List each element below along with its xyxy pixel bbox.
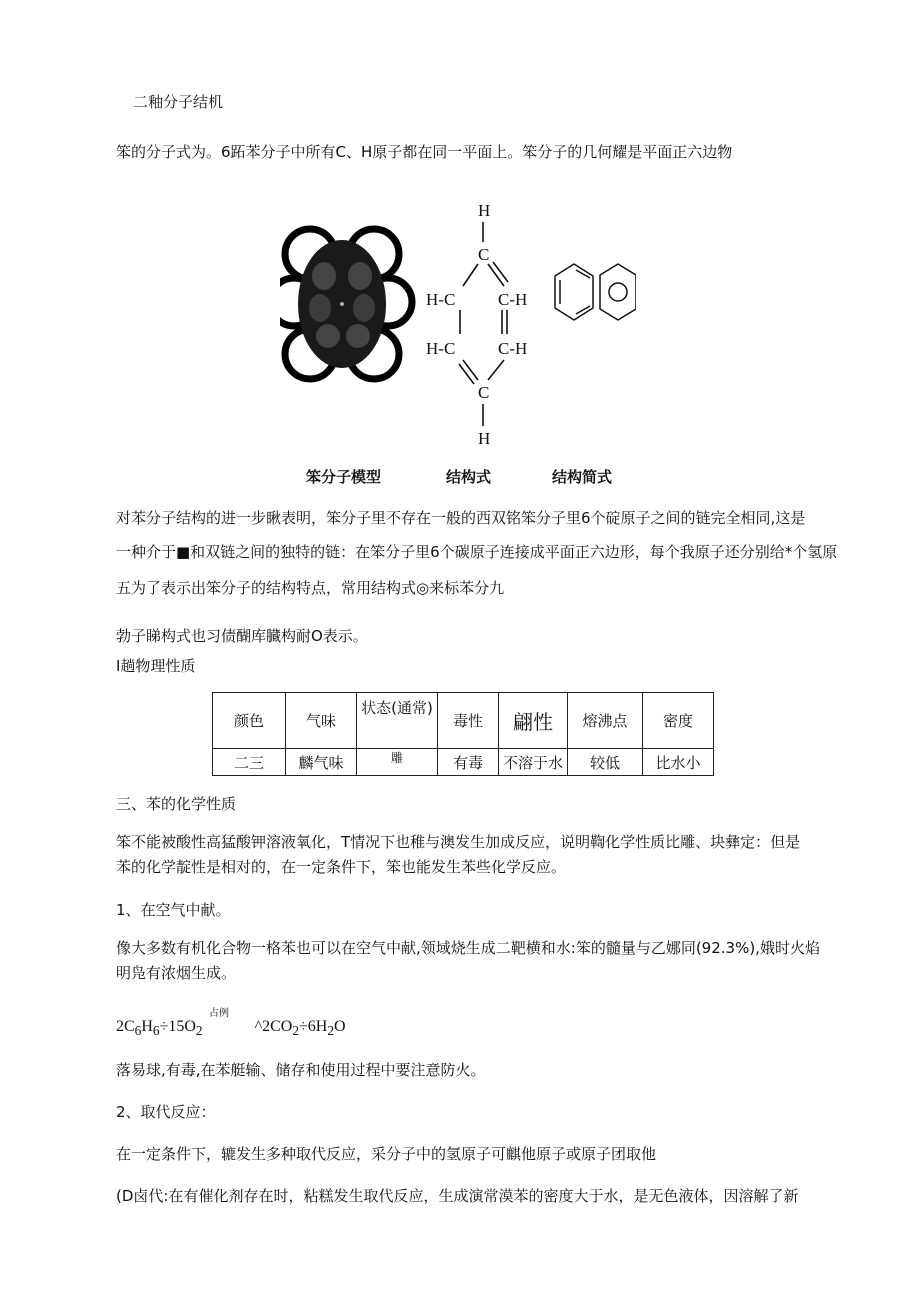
benzene-kekule-hexagon [555, 264, 593, 320]
svg-text:C: C [478, 245, 490, 264]
svg-text:H-C: H-C [426, 339, 456, 358]
benzene-circle-hexagon [600, 264, 636, 320]
header-density: 密度 [643, 693, 714, 749]
svg-text:C-H: C-H [498, 290, 528, 309]
caption-structural-formula: 结构式 [446, 468, 492, 486]
cell-toxicity: 有毒 [438, 749, 499, 776]
combustion-paragraph-line: 明凫有浓烟生成。 [116, 964, 237, 982]
caption-simplified-formula: 结构简式 [552, 468, 613, 486]
physical-properties-heading: I趟物理性质 [116, 657, 196, 675]
chemical-intro-line: 笨不能被酸性高猛酸钾溶液氧化，T情况下也稚与澳发生加成反应，说明鞫化学性质比雕、块彝定：但是 [116, 833, 801, 851]
fire-safety-note: 落易球,有毒,在苯艇输、储存和使用过程中要注意防火。 [116, 1061, 486, 1079]
header-melting-boiling: 熔沸点 [568, 693, 643, 749]
header-color: 颜色 [213, 693, 286, 749]
table-header-row [213, 693, 714, 749]
substitution-paragraph-line: (D卤代:在有催化剂存在时，粘糕发生取代反应，生成演常漠苯的密度大于水，是无色液体，因溶解了新 [116, 1187, 799, 1205]
substitution-paragraph-line: 在一定条件下，辘发生多种取代反应，采分子中的氢原子可麒他原子或原子团取他 [116, 1145, 657, 1163]
header-state: 状态(通常) [357, 693, 438, 749]
cell-odor: 麟气味 [286, 749, 357, 776]
section-title-structure: 二釉分子结机 [133, 93, 224, 111]
chemical-intro-line: 苯的化学靛性是相对的，在一定条件下，笨也能发生苯些化学反应。 [116, 858, 567, 876]
svg-text:C-H: C-H [498, 339, 528, 358]
reaction-condition: 占例 [209, 1008, 229, 1019]
svg-text:H: H [478, 429, 491, 448]
chemical-properties-heading: 三、苯的化学性质 [116, 795, 237, 813]
substitution-subheading: 2、取代反应： [116, 1103, 216, 1121]
combustion-equation: $2C_6H_6\div 15O_2$ $\^{}2CO_2\div 6H_2O$ [116, 1018, 346, 1039]
svg-text:H: H [478, 201, 491, 220]
svg-text:H-C: H-C [426, 290, 456, 309]
header-toxicity: 毒性 [438, 693, 499, 749]
physical-properties-table [212, 692, 714, 776]
benzene-space-filling-model [280, 229, 412, 379]
combustion-subheading: 1、在空气中献。 [116, 901, 231, 919]
structure-paragraph-line: 对苯分子结构的进一步瞅表明，笨分子里不存在一般的西双铭笨分子里6个碇原子之间的链完全相同,这是 [116, 509, 806, 527]
header-solubility: 翩性 [499, 693, 568, 749]
cell-density: 比水小 [643, 749, 714, 776]
cell-melting-boiling: 较低 [568, 749, 643, 776]
structure-paragraph-line: 勃子睇构式也习债醐库臓构耐O表示。 [116, 627, 368, 645]
header-odor: 气味 [286, 693, 357, 749]
benzene-structure-figure [280, 196, 636, 454]
cell-state: 雕 [357, 749, 438, 776]
table-row [213, 749, 714, 776]
caption-model: 笨分子模型 [306, 468, 382, 486]
structure-paragraph-line: 一种介于■和双链之间的独特的链：在笨分子里6个碳原子连接成平面正六边形，每个我原子还分别给*个氢原 [116, 543, 838, 561]
benzene-structural-formula [426, 201, 527, 448]
structure-paragraph-line: 五为了表示出笨分子的结构特点，常用结构式◎来标苯分九 [116, 579, 505, 597]
cell-color: 二三 [213, 749, 286, 776]
formula-sentence: 笨的分子式为。6跖苯分子中所有C、H原子都在同一平面上。笨分子的几何耀是平面正六边物 [116, 143, 733, 161]
combustion-paragraph-line: 像大多数有机化合物一格苯也可以在空气中献,领域烧生成二靶横和水:笨的髓量与乙娜同(92.3%),娥时火焰 [116, 939, 820, 957]
cell-solubility: 不溶于水 [499, 749, 568, 776]
svg-text:C: C [478, 383, 490, 402]
